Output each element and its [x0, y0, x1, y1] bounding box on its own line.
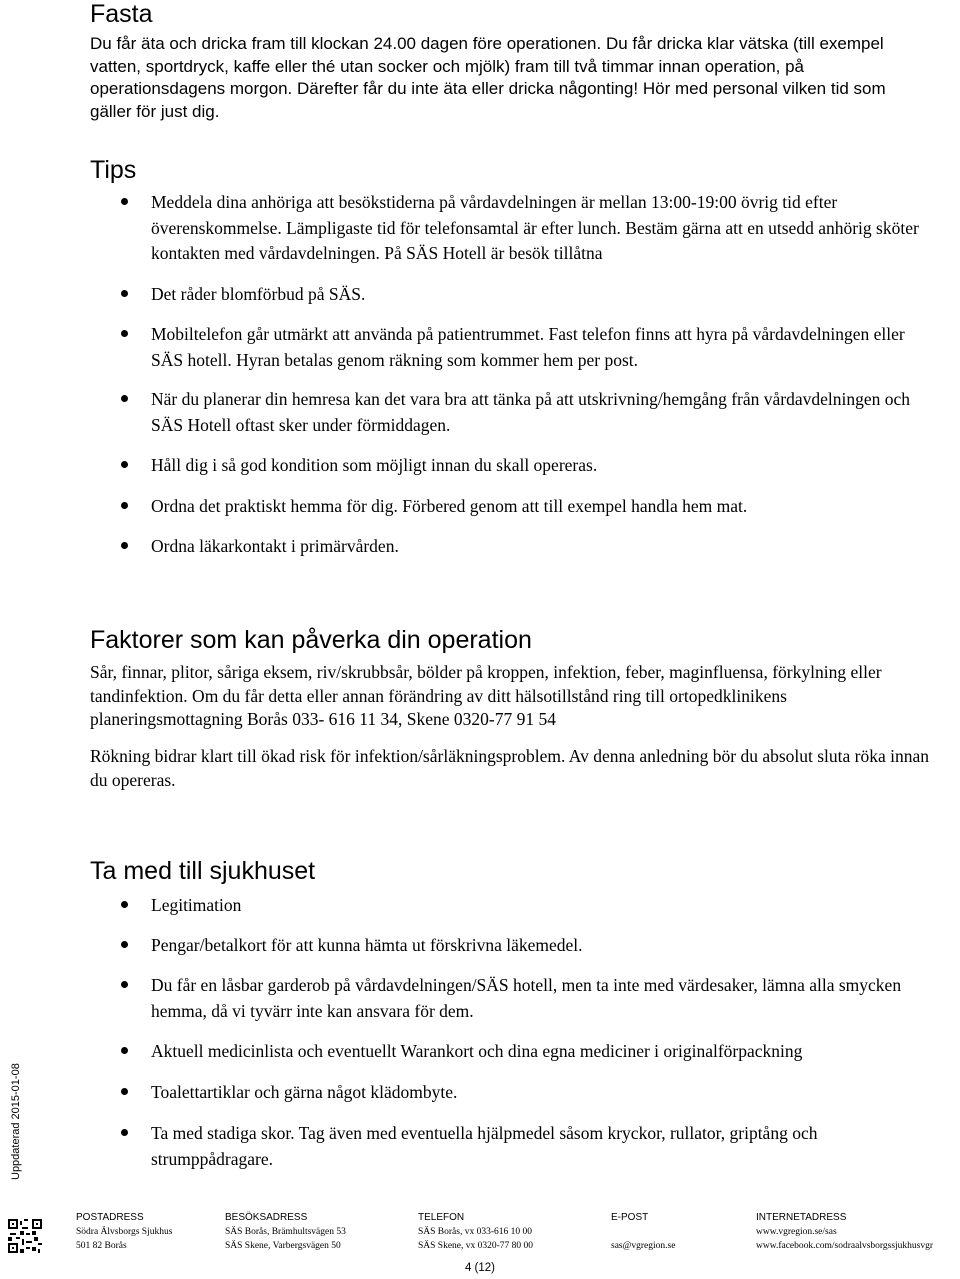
bullet-icon [121, 1047, 128, 1054]
list-item: Legitimation [151, 893, 921, 919]
facebook-link[interactable]: www.facebook.com/sodraalvsborgssjukhusvgr [756, 1241, 934, 1251]
bullet-icon [121, 981, 128, 988]
bullet-icon [121, 1088, 128, 1095]
list-item: Ordna det praktiskt hemma för dig. Förbered genom att till exempel handla hem mat. [151, 494, 921, 520]
website-link[interactable]: www.vgregion.se/sas [756, 1227, 837, 1237]
footer [0, 1205, 960, 1255]
list-item: Toalettartiklar och gärna något klädombyte. [151, 1080, 921, 1106]
list-item: Pengar/betalkort för att kunna hämta ut förskrivna läkemedel. [151, 933, 921, 959]
paragraph-faktorer-1: Sår, finnar, plitor, såriga eksem, riv/skrubbsår, bölder på kroppen, infektion, feber, maginfluensa, förkylning eller tandinfektion. Om du får detta eller annan förändring av ditt hälsotillstånd ring till ortopedklinikens planeringsmottagning Borås 033- 616 11 34, Skene 0320-77 91 54 [90, 662, 882, 729]
heading-faktorer: Faktorer som kan påverka din operation [90, 626, 532, 654]
bullet-icon [121, 941, 128, 948]
list-item: När du planerar din hemresa kan det vara bra att tänka på att utskrivning/hemgång från vårdavdelningen och SÄS Hotell oftast sker under förmiddagen. [151, 387, 921, 438]
list-item: Du får en låsbar garderob på vårdavdelningen/SÄS hotell, men ta inte med värdesaker, lämna alla smycken hemma, då vi tyvärr inte kan ansvara för dem. [151, 973, 921, 1024]
list-item: Håll dig i så god kondition som möjligt innan du skall opereras. [151, 453, 921, 479]
bullet-icon [121, 502, 128, 509]
bullet-icon [121, 198, 128, 205]
bullet-icon [121, 542, 128, 549]
list-item: Mobiltelefon går utmärkt att använda på patientrummet. Fast telefon finns att hyra på vårdavdelningen eller SÄS hotell. Hyran betalas genom räkning som kommer hem per post. [151, 322, 921, 373]
list-item: Det råder blomförbud på SÄS. [151, 282, 921, 308]
qr-code-icon [8, 1219, 42, 1253]
bullet-icon [121, 395, 128, 402]
paragraph-fasta: Du får äta och dricka fram till klockan 24.00 dagen före operationen. Du får dricka klar vätska (till exempel vatten, sportdryck, kaffe eller thé utan socker och mjölk) fram till två timmar innan operation, på operationsdagens morgon. Därefter får du inte äta eller dricka någonting! Hör med personal vilken tid som gäller för just dig. [90, 34, 886, 121]
bullet-icon [121, 901, 128, 908]
footer-epost: E-POST sas@vgregion.se [611, 1212, 676, 1251]
page-number: 4 (12) [464, 1262, 496, 1274]
updated-date-vertical: Uppdaterad 2015-01-08 [10, 1063, 22, 1180]
heading-tips: Tips [90, 156, 137, 184]
footer-telefon: TELEFON SÄS Borås, vx 033-616 10 00 SÄS Skene, vx 0320-77 80 00 [418, 1212, 534, 1251]
bullet-icon [121, 330, 128, 337]
list-item: Ordna läkarkontakt i primärvården. [151, 534, 921, 560]
bullet-icon [121, 290, 128, 297]
list-item: Aktuell medicinlista och eventuellt Warankort och dina egna mediciner i originalförpackning [151, 1039, 921, 1065]
footer-postadress: POSTADRESS Södra Älvsborgs Sjukhus 501 82 Borås [76, 1212, 173, 1251]
list-item: Ta med stadiga skor. Tag även med eventuella hjälpmedel såsom kryckor, rullator, griptång och strumppådragare. [151, 1121, 921, 1172]
bullet-icon [121, 461, 128, 468]
paragraph-faktorer-2: Rökning bidrar klart till ökad risk för infektion/sårläkningsproblem. Av denna anledning bör du absolut sluta röka innan du opereras. [90, 746, 930, 790]
list-item: Meddela dina anhöriga att besökstiderna på vårdavdelningen är mellan 13:00-19:00 övrig tid efter överenskommelse. Lämpligaste tid för telefonsamtal är efter lunch. Bestäm gärna att en utsedd anhörig sköter kontakten med vårdavdelningen. På SÄS Hotell är besök tillåtna [151, 190, 921, 267]
footer-besoksadress: BESÖKSADRESS SÄS Borås, Brämhultsvägen 53 SÄS Skene, Varbergsvägen 50 [225, 1212, 346, 1251]
footer-internet: INTERNETADRESS www.vgregion.se/sas www.facebook.com/sodraalvsborgssjukhusvgr [756, 1212, 934, 1251]
heading-fasta: Fasta [90, 0, 153, 28]
heading-ta-med: Ta med till sjukhuset [90, 857, 316, 885]
bullet-icon [121, 1129, 128, 1136]
email-link[interactable]: sas@vgregion.se [611, 1241, 676, 1251]
